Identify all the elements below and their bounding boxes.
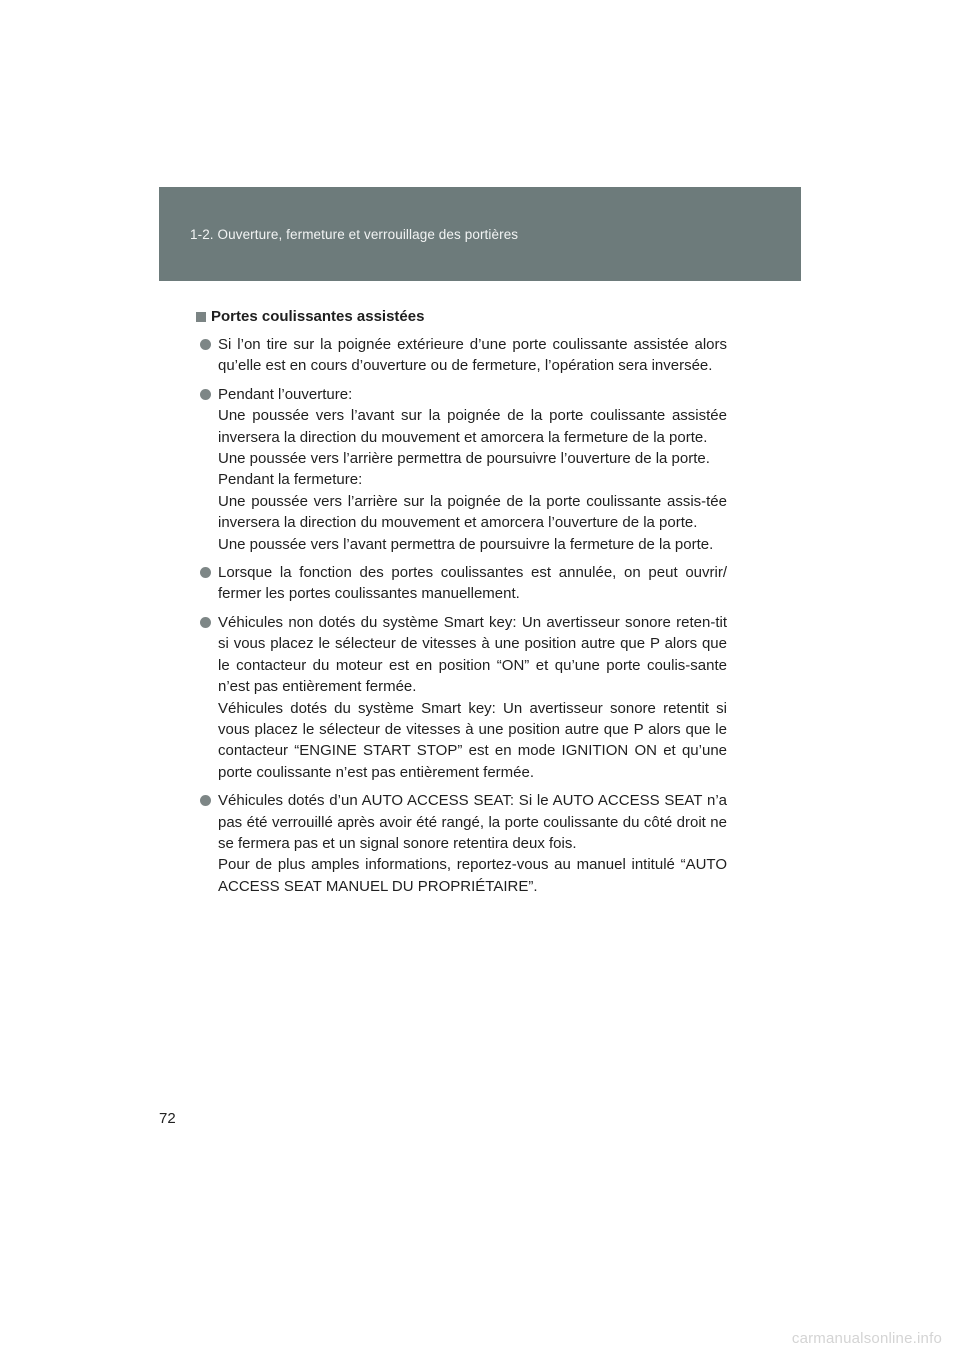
bullet-paragraph: Lorsque la fonction des portes coulissantes est annulée, on peut ouvrir/ fermer les portes coulissantes manuellement. xyxy=(218,564,727,603)
bullet-paragraph: Pour de plus amples informations, reportez-vous au manuel intitulé “AUTO ACCESS SEAT MANUEL DU PROPRIÉTAIRE”. xyxy=(218,856,727,895)
bullet-paragraph: Véhicules dotés d’un AUTO ACCESS SEAT: Si le AUTO ACCESS SEAT n’a pas été verrouillé après avoir été rangé, la porte coulissante du côté droit ne se fermera pas et un signal sonore retentira deux fois. xyxy=(218,792,727,852)
bullet-paragraph: Véhicules non dotés du système Smart key: Un avertisseur sonore reten-tit si vous placez le sélecteur de vitesses à une position autre que P alors que le contacteur du moteur est en position “ON” et qu’une porte coulis-sante n’est pas entièrement fermée. xyxy=(218,613,727,696)
page-number: 72 xyxy=(159,1110,176,1127)
square-bullet-icon xyxy=(196,312,206,322)
chapter-header-band xyxy=(159,187,801,281)
bullet-paragraph: Pendant l’ouverture: xyxy=(218,385,353,403)
circle-bullet-icon xyxy=(200,567,211,578)
circle-bullet-icon xyxy=(200,795,211,806)
bullet-paragraph: Une poussée vers l’arrière permettra de poursuivre l’ouverture de la porte. xyxy=(218,450,710,468)
bullet-item xyxy=(195,334,727,377)
chapter-title: 1-2. Ouverture, fermeture et verrouillage des portières xyxy=(190,227,519,242)
page-content xyxy=(195,306,727,904)
watermark-text: carmanualsonline.info xyxy=(791,1330,942,1347)
bullet-paragraph: Véhicules dotés du système Smart key: Un avertisseur sonore retentit si vous placez le sélecteur de vitesses à une position autre que P alors que le contacteur “ENGINE START STOP” est en mode IGNITION ON et qu’une porte coulissante n’est pas entièrement fermée. xyxy=(218,699,727,781)
bullet-paragraph: Une poussée vers l’arrière sur la poignée de la porte coulissante assis-tée inversera la direction du mouvement et amorcera l’ouverture de la porte. xyxy=(218,492,727,532)
circle-bullet-icon xyxy=(200,339,211,350)
bullet-item xyxy=(195,790,727,897)
circle-bullet-icon xyxy=(200,617,211,628)
bullet-item xyxy=(195,562,727,605)
bullet-paragraph: Une poussée vers l’avant sur la poignée de la porte coulissante assistée inversera la direction du mouvement et amorcera la fermeture de la porte. xyxy=(218,407,727,446)
bullet-paragraph: Une poussée vers l’avant permettra de poursuivre la fermeture de la porte. xyxy=(218,535,714,553)
bullet-paragraph: Si l’on tire sur la poignée extérieure d’une porte coulissante assistée alors qu’elle est en cours d’ouverture ou de fermeture, l’opération sera inversée. xyxy=(218,336,727,375)
bullet-item xyxy=(195,612,727,783)
bullet-item xyxy=(195,384,727,555)
section-heading xyxy=(195,306,727,328)
bullet-list xyxy=(195,334,727,897)
bullet-paragraph: Pendant la fermeture: xyxy=(218,471,363,489)
section-title: Portes coulissantes assistées xyxy=(211,308,425,325)
circle-bullet-icon xyxy=(200,389,211,400)
